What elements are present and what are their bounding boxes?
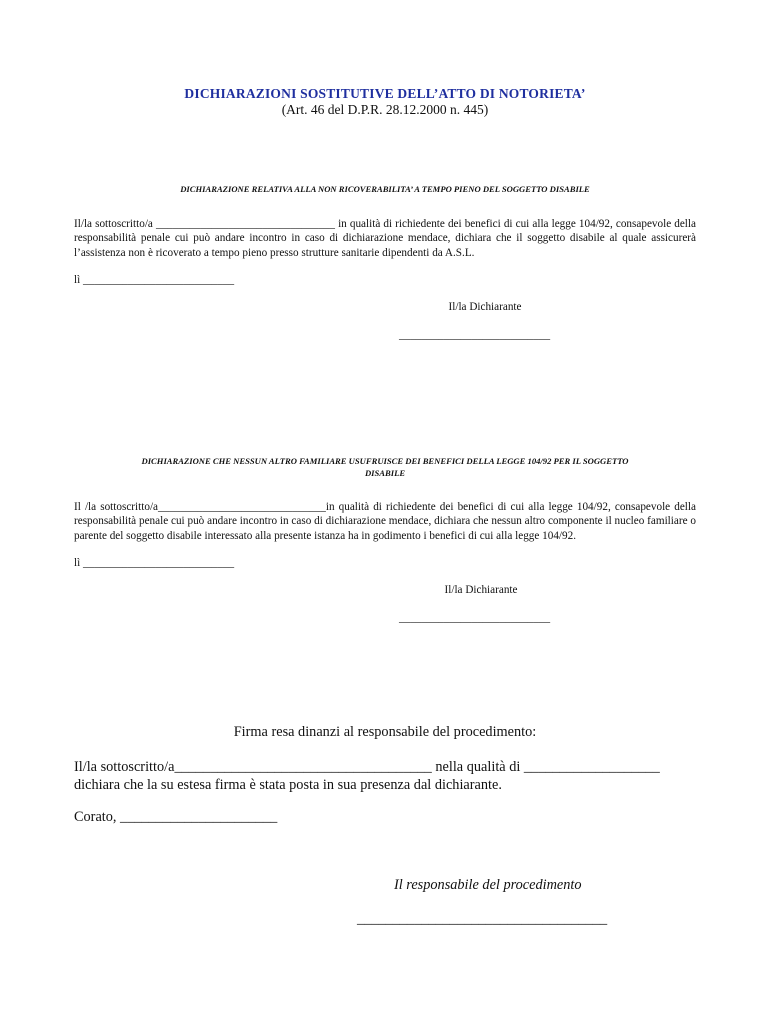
section3-official-label: Il responsabile del procedimento [394, 877, 582, 893]
section1-paragraph: Il/la sottoscritto/a ________________________________ in qualità di richiedente dei benefici di cui alla legge 104/92, consapevole della responsabilità penale cui può andare incontro in caso di dichiarazione mendace, dichiara che il soggetto disabile al quale assicurerà l’assistenza non è ricoverato a tempo pieno presso strutture sanitarie dipendenti da A.S.L. [74, 218, 696, 259]
section2-signer-label: Il/la Dichiarante [444, 584, 518, 596]
section2-heading-line2: DISABILE [364, 468, 406, 478]
section3-place: Corato, ______________________ [74, 809, 278, 825]
section3-heading: Firma resa dinanzi al responsabile del procedimento: [233, 724, 537, 740]
section3-official-signature-line: ___________________________________ [357, 911, 608, 927]
section1-heading: DICHIARAZIONE RELATIVA ALLA NON RICOVERABILITA’ A TEMPO PIENO DEL SOGGETTO DISABILE [180, 184, 590, 194]
section2-signature-line: ___________________________ [399, 612, 551, 624]
section3-line1: Il/la sottoscritto/a____________________________________ nella qualità di ___________________ [74, 759, 660, 775]
document-subtitle: (Art. 46 del D.P.R. 28.12.2000 n. 445) [281, 102, 489, 117]
section3-line2: dichiara che la su estesa firma è stata posta in sua presenza dal dichiarante. [74, 777, 502, 793]
section1-signer-label: Il/la Dichiarante [448, 301, 522, 313]
section2-paragraph: Il /la sottoscritto/a______________________________in qualità di richiedente dei benefici di cui alla legge 104/92, consapevole della responsabilità penale cui può andare incontro in caso di dichiarazione mendace, dichiara che nessun altro componente il nucleo familiare o parente del soggetto disabile interessato alla presente istanza ha in godimento i benefici di cui alla legge 104/92. [74, 501, 696, 542]
section2-heading-line1: DICHIARAZIONE CHE NESSUN ALTRO FAMILIARE USUFRUISCE DEI BENEFICI DELLA LEGGE 104/92 PER IL SOGGETTO [141, 456, 629, 466]
section1-place-date: lì ___________________________ [74, 274, 235, 286]
section1-signature-line: ___________________________ [399, 329, 551, 341]
document-title: DICHIARAZIONI SOSTITUTIVE DELL’ATTO DI NOTORIETA’ [184, 86, 586, 101]
section2-heading [74, 455, 696, 479]
section2-place-date: lì ___________________________ [74, 557, 235, 569]
